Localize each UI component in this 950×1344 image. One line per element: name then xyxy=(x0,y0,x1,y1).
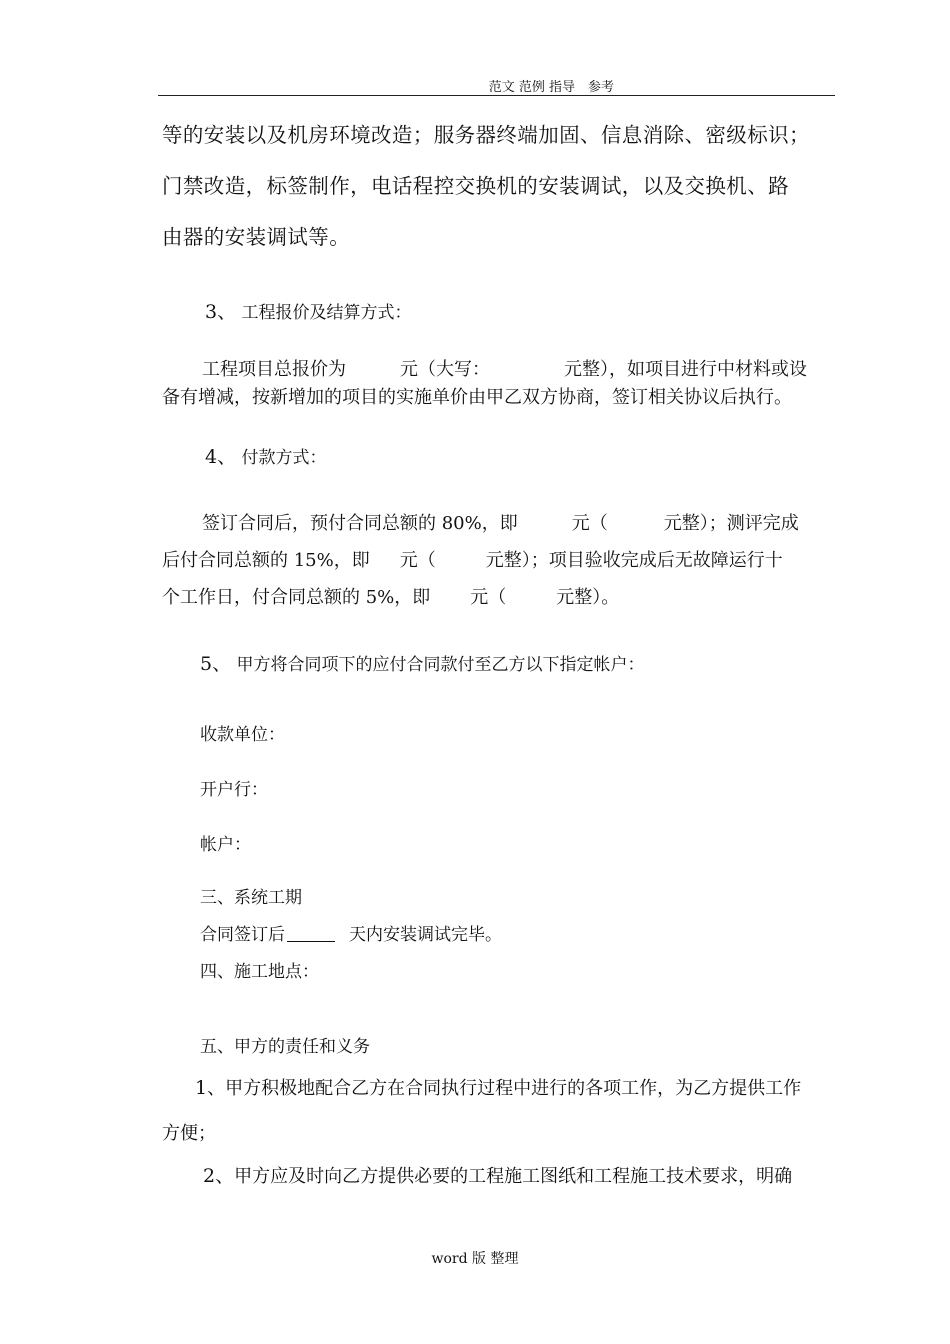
account-label: 帐户： xyxy=(200,835,251,855)
payment-l3c: 元整）。 xyxy=(556,587,620,608)
section-3-heading xyxy=(205,297,412,324)
duty-item-1-number: 1 xyxy=(195,1077,208,1099)
section-4-heading xyxy=(205,442,327,469)
duty-item-1-text: 、甲方积极地配合乙方在合同执行过程中进行的各项工作，为乙方提供工作 xyxy=(207,1078,802,1099)
payment-line-3 xyxy=(162,583,619,609)
payment-l2a: 后付合同总额的 15%，即 xyxy=(162,550,370,571)
payment-l1a: 签订合同后，预付合同总额的 80%，即 xyxy=(202,513,518,534)
payment-line-2 xyxy=(162,546,783,572)
page-header: 范文 范例 指导 参考 xyxy=(488,80,614,95)
site-heading: 四、施工地点： xyxy=(200,962,319,982)
quote-line-1 xyxy=(202,355,807,381)
quote-line-2: 备有增减，按新增加的项目的实施单价由甲乙双方协商，签订相关协议后执行。 xyxy=(162,387,792,408)
duty-item-1-line-2: 方便； xyxy=(162,1123,216,1144)
section-5-number: 5、 xyxy=(200,653,232,675)
payment-l2b: 元（ xyxy=(399,550,436,571)
period-days-blank xyxy=(287,940,335,942)
scope-line-1: 等的安装以及机房环境改造；服务器终端加固、信息消除、密级标识； xyxy=(162,123,810,147)
payment-l2c: 元整）；项目验收完成后无故障运行十 xyxy=(485,550,783,571)
section-3-title: 工程报价及结算方式： xyxy=(241,303,412,323)
quote-text-c: 元整），如项目进行中材料或设 xyxy=(564,359,807,380)
bank-label: 开户行： xyxy=(200,780,268,800)
payment-line-1 xyxy=(202,509,799,535)
period-text-a: 合同签订后 xyxy=(200,925,285,945)
period-text-b: 天内安装调试完毕。 xyxy=(349,925,502,945)
quote-text-a: 工程项目总报价为 xyxy=(202,359,346,380)
scope-paragraph xyxy=(162,110,832,263)
scope-line-2: 门禁改造，标签制作，电话程控交换机的安装调试，以及交换机、路 xyxy=(162,174,789,198)
section-4-title: 付款方式： xyxy=(241,448,327,468)
scope-line-3: 由器的安装调试等。 xyxy=(162,225,351,249)
duty-heading: 五、甲方的责任和义务 xyxy=(200,1037,370,1057)
period-heading: 三、系统工期 xyxy=(200,888,302,908)
section-5-heading xyxy=(200,649,645,676)
payment-l3a: 个工作日，付合同总额的 5%，即 xyxy=(162,587,431,608)
duty-item-2-line-1 xyxy=(203,1161,792,1188)
section-5-title: 甲方将合同项下的应付合同款付至乙方以下指定帐户： xyxy=(236,655,645,675)
payment-l3b: 元（ xyxy=(470,587,507,608)
payment-l1b: 元（ xyxy=(571,513,608,534)
duty-item-2-number: 2、 xyxy=(203,1165,235,1187)
duty-item-1-line-1 xyxy=(195,1074,801,1100)
period-line xyxy=(200,920,502,945)
section-4-number: 4、 xyxy=(205,446,237,468)
page-footer: word 版 整理 xyxy=(431,1251,519,1267)
quote-text-b: 元（大写： xyxy=(400,359,490,380)
header-rule xyxy=(158,95,835,96)
payee-label: 收款单位： xyxy=(200,725,285,745)
duty-item-2-text: 甲方应及时向乙方提供必要的工程施工图纸和工程施工技术要求，明确 xyxy=(234,1166,793,1187)
payment-l1c: 元整）；测评完成 xyxy=(663,513,799,534)
section-3-number: 3、 xyxy=(205,301,237,323)
